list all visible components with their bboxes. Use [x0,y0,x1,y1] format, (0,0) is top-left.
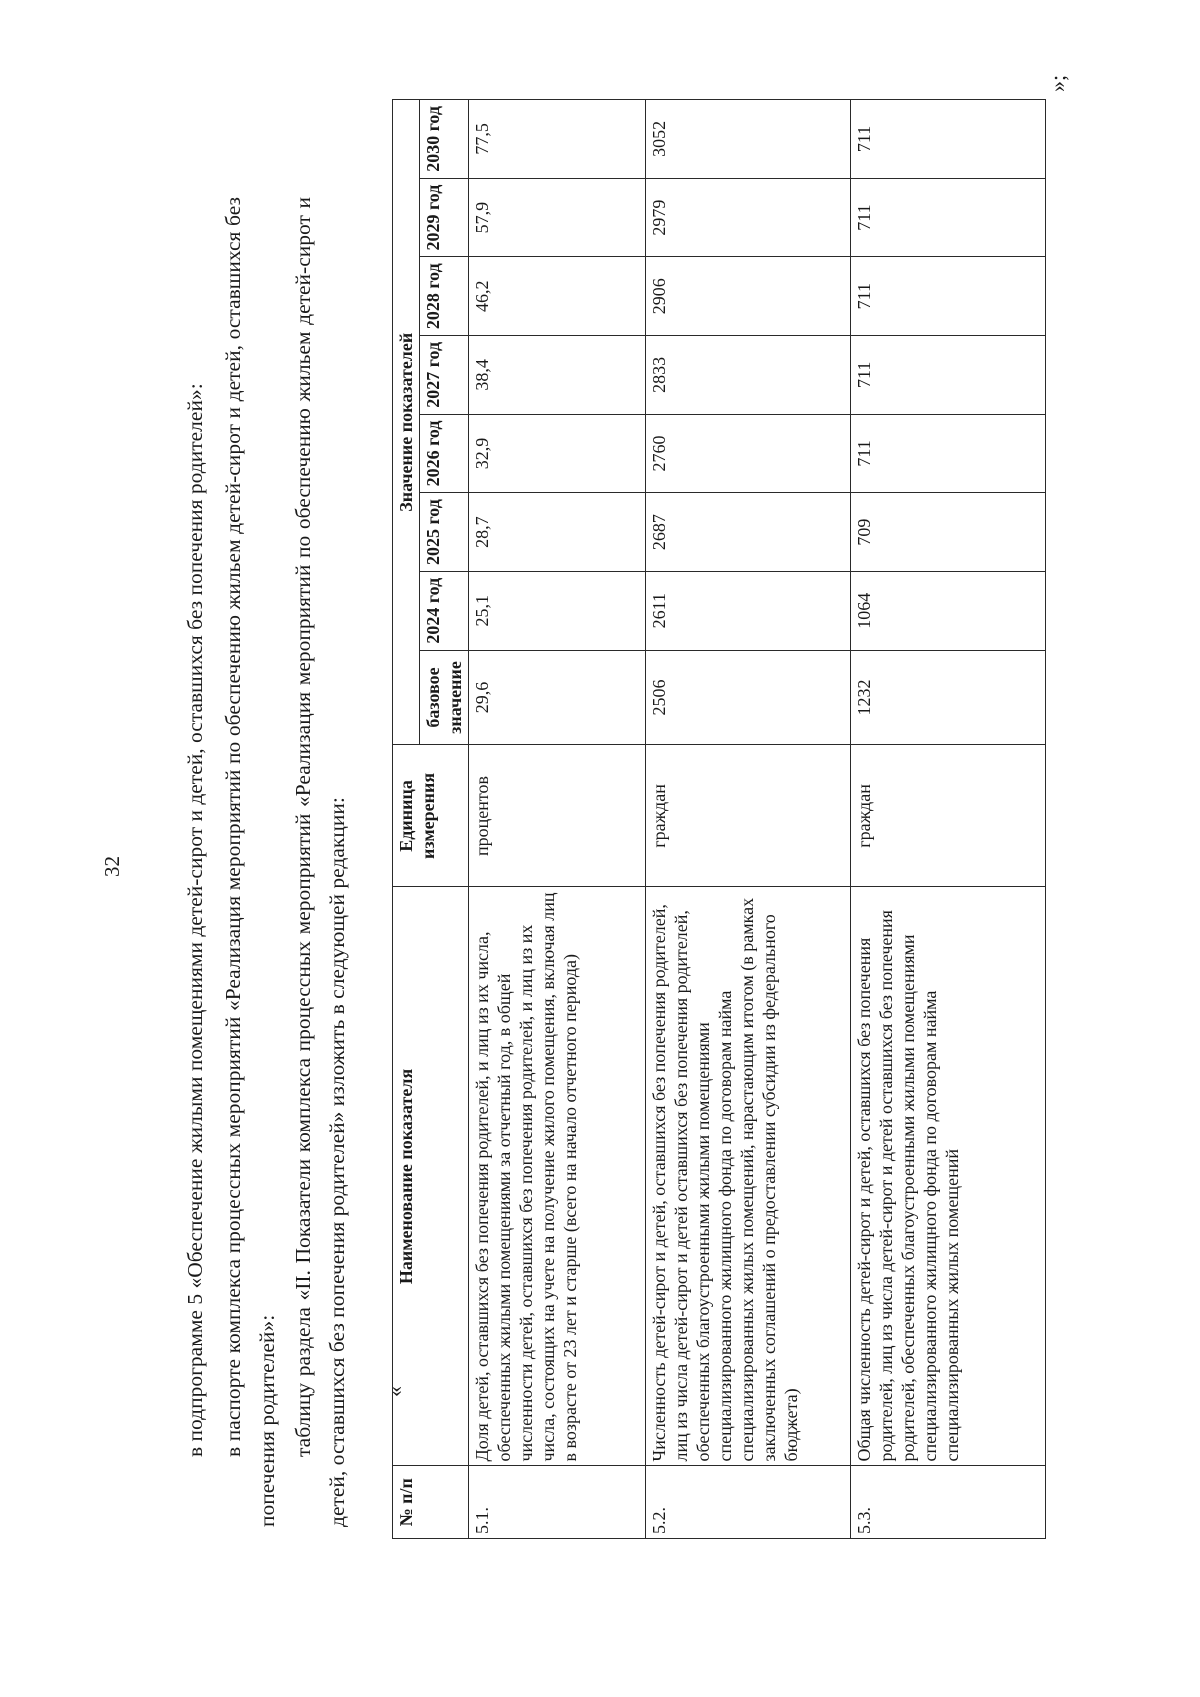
row-year-value: 25,1 [469,571,646,650]
paragraph-subprogram: в подпрограмме 5 «Обеспечение жилыми помещениями детей-сирот и детей, оставшихся без попечения родителей»: [183,383,207,1457]
table-row [469,100,646,1539]
row-year-value: 711 [851,257,1046,336]
row-base-value: 29,6 [469,650,646,745]
header-year: 2025 год [420,493,469,572]
header-values-group: Значение показателей [393,100,420,745]
row-year-value: 3052 [646,100,851,179]
header-number: № п/п [393,1466,469,1539]
paragraph-table-intro: таблицу раздела «II. Показатели комплекса процессных мероприятий «Реализация мероприятий по обеспечению жильем детей-сирот и детей, оставшихся без попечения родителей» изложить в следующей редакции: [291,197,349,1527]
page-number: 32 [100,856,124,877]
row-year-value: 77,5 [469,100,646,179]
row-year-value: 711 [851,100,1046,179]
header-year: 2024 год [420,571,469,650]
row-number: 5.2. [646,1466,851,1539]
header-year: 2026 год [420,414,469,493]
row-base-value: 1232 [851,650,1046,745]
row-year-value: 28,7 [469,493,646,572]
row-year-value: 711 [851,336,1046,415]
row-year-value: 2611 [646,571,851,650]
row-year-value: 709 [851,493,1046,572]
header-year: 2027 год [420,336,469,415]
opening-quote: « [382,1386,407,1397]
row-year-value: 38,4 [469,336,646,415]
indicators-table [392,99,1046,1539]
row-unit: граждан [851,745,1046,887]
table-row [646,100,851,1539]
row-year-value: 2833 [646,336,851,415]
table-header-row [393,100,420,1539]
row-year-value: 2760 [646,414,851,493]
table-row [851,100,1046,1539]
row-base-value: 2506 [646,650,851,745]
header-year: 2029 год [420,178,469,257]
header-base-value: базовое значение [420,650,469,745]
row-year-value: 1064 [851,571,1046,650]
row-year-value: 2979 [646,178,851,257]
header-year: 2030 год [420,100,469,179]
row-year-value: 2906 [646,257,851,336]
row-indicator-name: Общая численность детей-сирот и детей, оставшихся без попечения родителей, лиц из числа детей-сирот и детей оставшихся без попечения родителей, обеспеченных благоустроенными жилыми помещениями специализированного жилищного фонда по договорам найма специализированных жилых помещений [851,887,1046,1466]
row-year-value: 2687 [646,493,851,572]
row-year-value: 46,2 [469,257,646,336]
row-unit: процентов [469,745,646,887]
row-number: 5.1. [469,1466,646,1539]
row-year-value: 711 [851,178,1046,257]
row-indicator-name: Доля детей, оставшихся без попечения родителей, и лиц из их числа, обеспеченных жилыми помещениями за отчетный год, в общей численности детей, оставшихся без попечения родителей, и лиц из их числа, состоящих на учете на получение жилого помещения, включая лиц в возрасте от 23 лет и старше (всего на начало отчетного периода) [469,887,646,1466]
header-unit: Единица измерения [393,745,469,887]
header-year: 2028 год [420,257,469,336]
row-year-value: 711 [851,414,1046,493]
row-unit: граждан [646,745,851,887]
paragraph-passport: в паспорте комплекса процессных мероприятий «Реализация мероприятий по обеспечению жильем детей-сирот и детей, оставшихся без попечения родителей»: [221,197,279,1527]
row-indicator-name: Численность детей-сирот и детей, оставшихся без попечения родителей, лиц из числа детей-сирот и детей оставшихся без попечения родителей, обеспеченных благоустроенными жилыми помещениями специализированного жилищного фонда по договорам найма специализированных жилых помещений, нарастающим итогом (в рамках заключенных соглашений о предоставлении субсидии из федерального бюджета) [646,887,851,1466]
row-year-value: 57,9 [469,178,646,257]
closing-quote: »; [1045,74,1070,92]
row-year-value: 32,9 [469,414,646,493]
row-number: 5.3. [851,1466,1046,1539]
header-indicator-name: Наименование показателя [393,887,469,1466]
